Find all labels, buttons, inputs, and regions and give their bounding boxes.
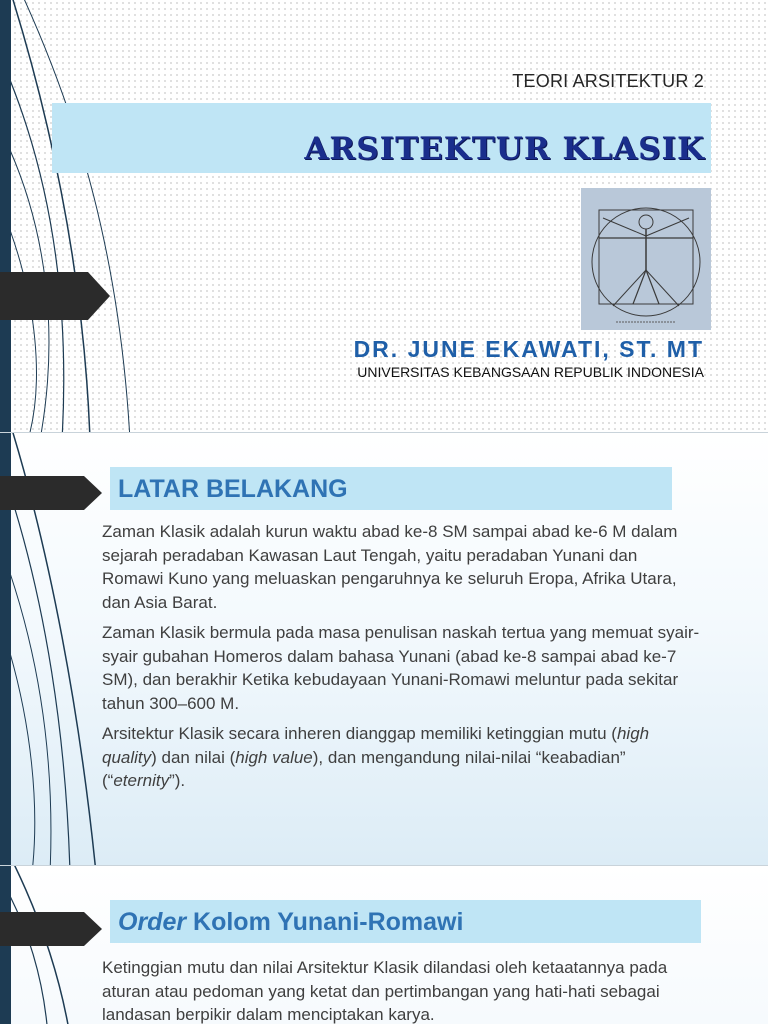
body-text	[102, 520, 702, 800]
vitruvian-man-image	[581, 188, 711, 330]
author-name: DR. JUNE EKAWATI, ST. MT	[353, 336, 704, 362]
paragraph: Zaman Klasik bermula pada masa penulisan naskah tertua yang memuat syair-syair gubahan Homeros dalam bahasa Yunani (abad ke-8 sampai abad ke-7 SM), dan berakhir Ketika kebudayaan Yunani-Romawi meluntur pada sekitar tahun 300–600 M.	[102, 623, 700, 713]
section-heading-bar	[110, 467, 672, 510]
paragraph: Arsitektur Klasik secara inheren dianggap memiliki ketinggian mutu (high quality) dan nilai (high value), dan mengandung nilai-nilai “keabadian” (“eternity”).	[102, 724, 650, 790]
section-heading: LATAR BELAKANG	[118, 475, 348, 503]
arrow-tab-shape	[0, 272, 112, 320]
paragraph: Zaman Klasik adalah kurun waktu abad ke-8 SM sampai abad ke-6 M dalam sejarah peradaban Kawasan Laut Tengah, yaitu peradaban Yunani dan Romawi Kuno yang meluaskan pengaruhnya ke seluruh Eropa, Afrika Utara, dan Asia Barat.	[102, 522, 678, 612]
title-slide	[0, 0, 768, 432]
section-heading-bar	[110, 900, 701, 943]
column-order-slide	[0, 866, 768, 1024]
course-label: TEORI ARSITEKTUR 2	[512, 71, 704, 91]
arrow-tab-shape	[0, 912, 104, 946]
university-name: UNIVERSITAS KEBANGSAAN REPUBLIK INDONESIA	[357, 364, 704, 380]
arrow-tab-shape	[0, 476, 104, 510]
title-banner	[52, 103, 711, 173]
background-slide	[0, 433, 768, 865]
decorative-curves	[0, 0, 160, 432]
section-heading: Order Kolom Yunani-Romawi	[118, 908, 464, 936]
paragraph: Ketinggian mutu dan nilai Arsitektur Klasik dilandasi oleh ketaatannya pada aturan atau pedoman yang ketat dan pertimbangan yang hati-hati sebagai landasan berpikir dalam menciptakan karya.	[102, 958, 668, 1024]
slide-title: ARSITEKTUR KLASIK	[304, 131, 705, 167]
